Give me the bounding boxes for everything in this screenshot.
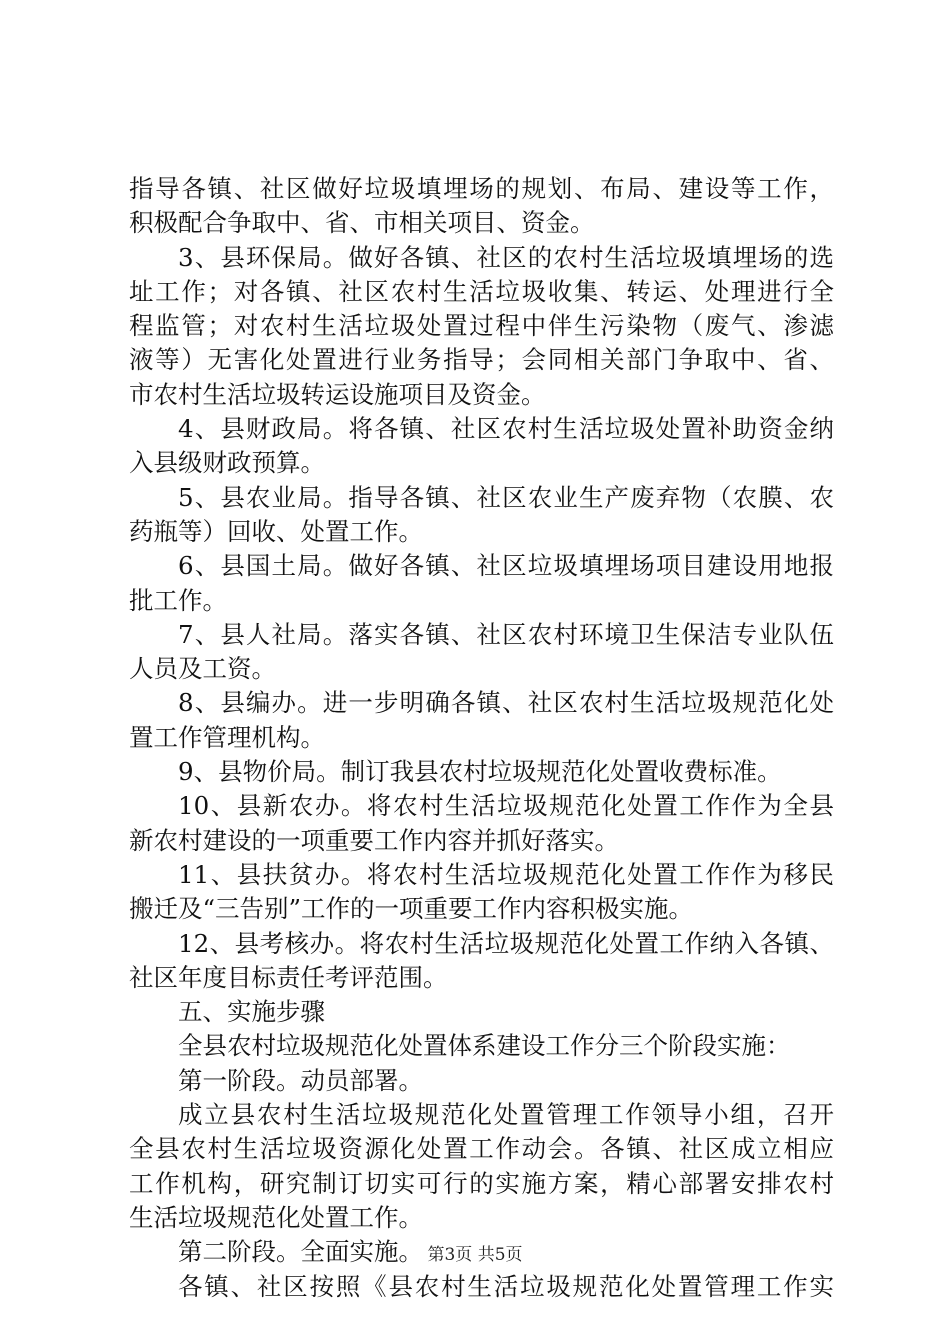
text-line: 成立县农村生活垃圾规范化处置管理工作领导小组，召开 — [178, 1100, 834, 1130]
text-line: 6、县国土局。做好各镇、社区垃圾填埋场项目建设用地报 — [178, 551, 834, 581]
text-line: 置工作管理机构。 — [129, 722, 325, 752]
text-line: 积极配合争取中、省、市相关项目、资金。 — [129, 208, 595, 238]
text-line: 工作机构，研究制订切实可行的实施方案，精心部署安排农村 — [129, 1168, 834, 1198]
text-line: 9、县物价局。制订我县农村垃圾规范化处置收费标准。 — [178, 757, 782, 787]
page-footer: 第3页 共5页 — [427, 1245, 523, 1265]
document-body — [129, 172, 834, 1304]
text-line: 液等）无害化处置进行业务指导；会同相关部门争取中、省、 — [129, 345, 834, 375]
text-line: 5、县农业局。指导各镇、社区农业生产废弃物（农膜、农 — [178, 482, 834, 512]
text-line: 8、县编办。进一步明确各镇、社区农村生活垃圾规范化处 — [178, 688, 834, 718]
text-line: 7、县人社局。落实各镇、社区农村环境卫生保洁专业队伍 — [178, 619, 834, 649]
text-line: 各镇、社区按照《县农村生活垃圾规范化处置管理工作实 — [178, 1271, 834, 1301]
text-line: 新农村建设的一项重要工作内容并抓好落实。 — [129, 825, 619, 855]
text-line: 全县农村垃圾规范化处置体系建设工作分三个阶段实施： — [178, 1031, 791, 1061]
text-line: 市农村生活垃圾转运设施项目及资金。 — [129, 379, 546, 409]
text-line: 入县级财政预算。 — [129, 448, 325, 478]
text-line: 五、实施步骤 — [178, 997, 325, 1027]
text-line: 全县农村生活垃圾资源化处置工作动会。各镇、社区成立相应 — [129, 1134, 834, 1164]
text-line: 生活垃圾规范化处置工作。 — [129, 1202, 423, 1232]
text-line: 4、县财政局。将各镇、社区农村生活垃圾处置补助资金纳 — [178, 414, 834, 444]
text-line: 11、县扶贫办。将农村生活垃圾规范化处置工作作为移民 — [178, 859, 834, 889]
text-line: 10、县新农办。将农村生活垃圾规范化处置工作作为全县 — [178, 791, 834, 821]
text-line: 址工作；对各镇、社区农村生活垃圾收集、转运、处理进行全 — [129, 276, 834, 306]
text-line: 12、县考核办。将农村生活垃圾规范化处置工作纳入各镇、 — [178, 928, 834, 958]
text-line: 人员及工资。 — [129, 654, 276, 684]
text-line: 第二阶段。全面实施。 — [178, 1237, 423, 1267]
text-line: 药瓶等）回收、处置工作。 — [129, 516, 423, 546]
text-line: 社区年度目标责任考评范围。 — [129, 962, 448, 992]
text-line: 批工作。 — [129, 585, 227, 615]
text-line: 第一阶段。动员部署。 — [178, 1065, 423, 1095]
text-line: 3、县环保局。做好各镇、社区的农村生活垃圾填埋场的选 — [178, 242, 834, 272]
text-line: 程监管；对农村生活垃圾处置过程中伴生污染物（废气、渗滤 — [129, 311, 834, 341]
text-line: 搬迁及“三告别”工作的一项重要工作内容积极实施。 — [129, 894, 694, 924]
text-line: 指导各镇、社区做好垃圾填埋场的规划、布局、建设等工作， — [129, 174, 834, 203]
